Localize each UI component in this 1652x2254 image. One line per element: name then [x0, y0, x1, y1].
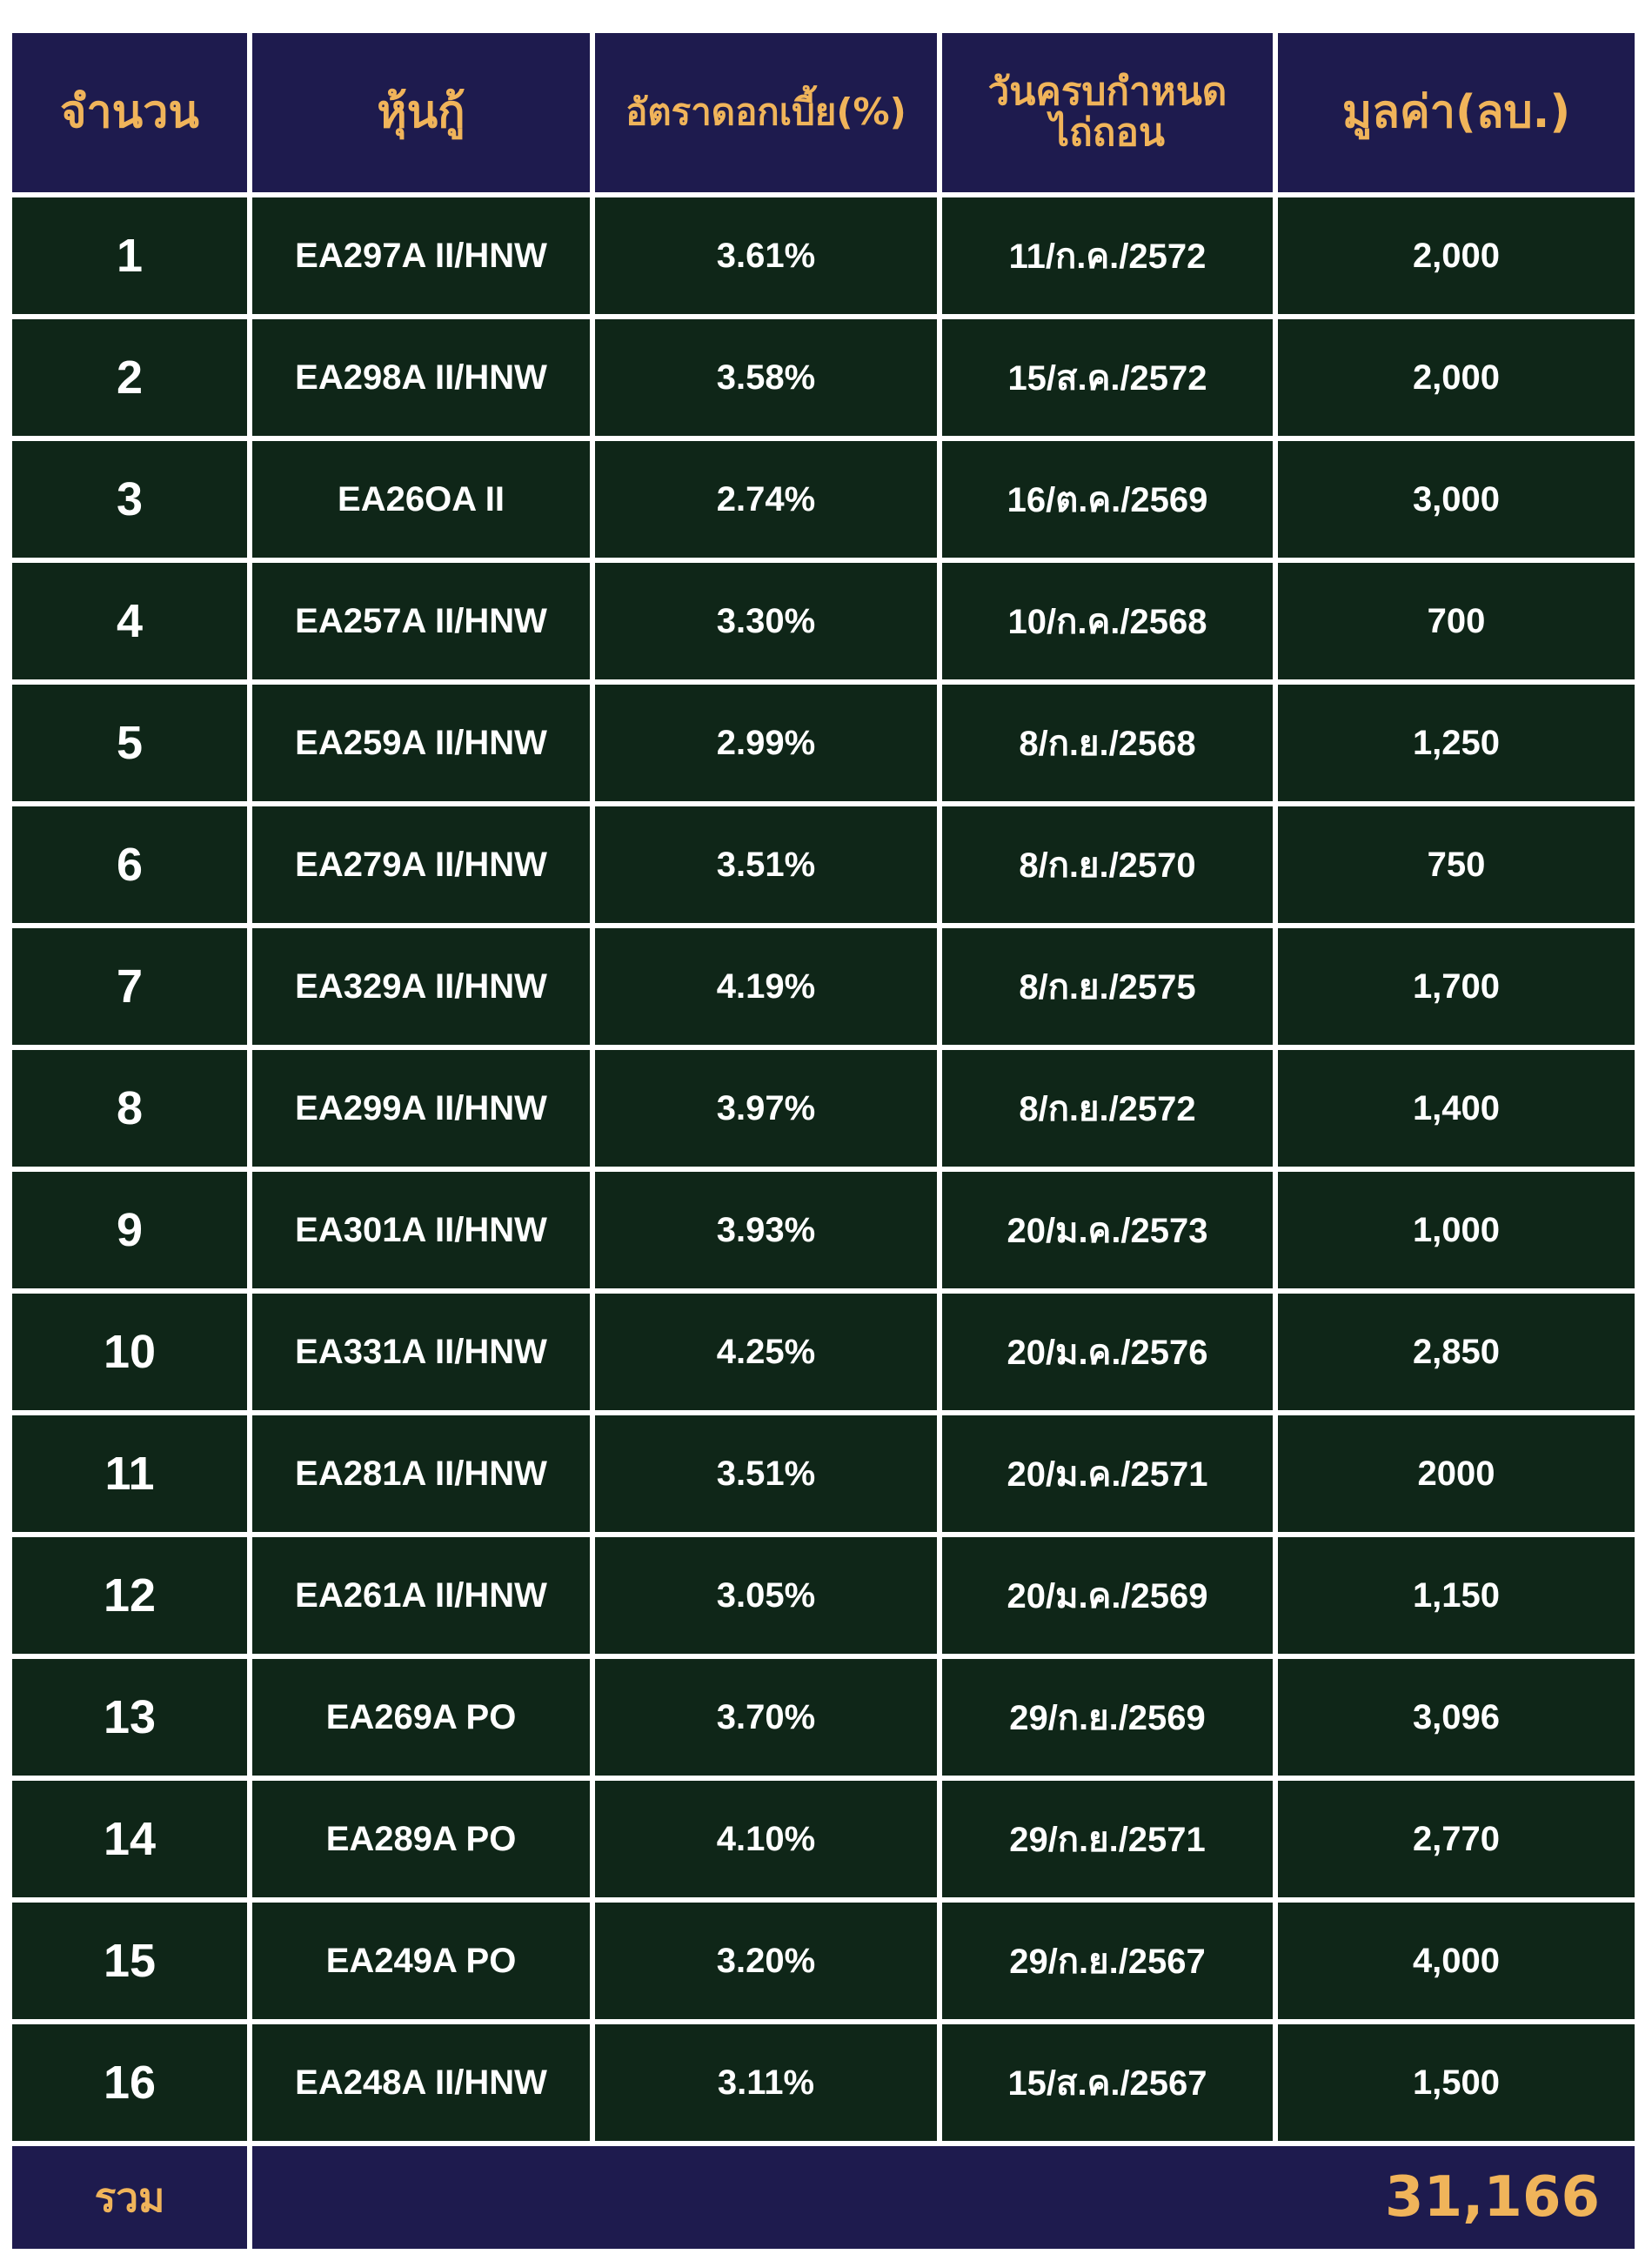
row-number: 7 — [12, 928, 247, 1045]
bond-value: 1,250 — [1278, 685, 1635, 801]
row-number: 15 — [12, 1903, 247, 2019]
total-value: 31,166 — [252, 2146, 1635, 2249]
maturity-date: 8/ก.ย./2572 — [942, 1050, 1273, 1167]
interest-rate: 2.74% — [595, 441, 937, 558]
bond-name: EA261A II/HNW — [252, 1537, 590, 1654]
maturity-date: 8/ก.ย./2575 — [942, 928, 1273, 1045]
header-rate: อัตราดอกเบี้ย(%) — [595, 33, 937, 192]
bond-name: EA257A II/HNW — [252, 563, 590, 679]
bond-name: EA259A II/HNW — [252, 685, 590, 801]
maturity-date: 15/ส.ค./2567 — [942, 2024, 1273, 2141]
maturity-date: 20/ม.ค./2569 — [942, 1537, 1273, 1654]
row-number: 14 — [12, 1781, 247, 1897]
interest-rate: 3.11% — [595, 2024, 937, 2141]
table-footer — [12, 2146, 1635, 2249]
bond-value: 2000 — [1278, 1415, 1635, 1532]
bond-name: EA299A II/HNW — [252, 1050, 590, 1167]
row-number: 4 — [12, 563, 247, 679]
interest-rate: 4.10% — [595, 1781, 937, 1897]
header-value: มูลค่า(ลบ.) — [1278, 33, 1635, 192]
interest-rate: 3.93% — [595, 1172, 937, 1288]
table-row — [12, 1537, 1635, 1654]
bond-name: EA249A PO — [252, 1903, 590, 2019]
row-number: 13 — [12, 1659, 247, 1776]
bond-value: 3,096 — [1278, 1659, 1635, 1776]
bond-name: EA331A II/HNW — [252, 1294, 590, 1410]
bond-name: EA281A II/HNW — [252, 1415, 590, 1532]
table-row — [12, 319, 1635, 436]
bond-name: EA248A II/HNW — [252, 2024, 590, 2141]
bond-name: EA279A II/HNW — [252, 806, 590, 923]
bond-name: EA269A PO — [252, 1659, 590, 1776]
row-number: 12 — [12, 1537, 247, 1654]
maturity-date: 10/ก.ค./2568 — [942, 563, 1273, 679]
bond-table-sheet — [12, 28, 1643, 2254]
bond-value: 1,000 — [1278, 1172, 1635, 1288]
interest-rate: 4.19% — [595, 928, 937, 1045]
maturity-date: 16/ต.ค./2569 — [942, 441, 1273, 558]
bond-value: 1,500 — [1278, 2024, 1635, 2141]
table-row — [12, 1781, 1635, 1897]
bond-value: 1,700 — [1278, 928, 1635, 1045]
bond-value: 2,850 — [1278, 1294, 1635, 1410]
interest-rate: 3.05% — [595, 1537, 937, 1654]
interest-rate: 3.61% — [595, 197, 937, 314]
row-number: 16 — [12, 2024, 247, 2141]
interest-rate: 3.97% — [595, 1050, 937, 1167]
maturity-date: 29/ก.ย./2571 — [942, 1781, 1273, 1897]
bond-name: EA301A II/HNW — [252, 1172, 590, 1288]
maturity-date: 29/ก.ย./2567 — [942, 1903, 1273, 2019]
interest-rate: 2.99% — [595, 685, 937, 801]
table-body — [12, 197, 1635, 2141]
table-row — [12, 2024, 1635, 2141]
row-number: 6 — [12, 806, 247, 923]
interest-rate: 3.51% — [595, 1415, 937, 1532]
bond-name: EA297A II/HNW — [252, 197, 590, 314]
maturity-date: 8/ก.ย./2568 — [942, 685, 1273, 801]
maturity-date: 20/ม.ค./2573 — [942, 1172, 1273, 1288]
bond-value: 1,400 — [1278, 1050, 1635, 1167]
bond-value: 2,000 — [1278, 319, 1635, 436]
header-count: จำนวน — [12, 33, 247, 192]
interest-rate: 3.70% — [595, 1659, 937, 1776]
maturity-date: 11/ก.ค./2572 — [942, 197, 1273, 314]
row-number: 3 — [12, 441, 247, 558]
row-number: 11 — [12, 1415, 247, 1532]
table-header — [12, 33, 1635, 192]
maturity-date: 29/ก.ย./2569 — [942, 1659, 1273, 1776]
table-row — [12, 1659, 1635, 1776]
row-number: 2 — [12, 319, 247, 436]
bond-value: 4,000 — [1278, 1903, 1635, 2019]
maturity-date: 20/ม.ค./2571 — [942, 1415, 1273, 1532]
table-row — [12, 1172, 1635, 1288]
total-row — [12, 2146, 1635, 2249]
table-row — [12, 1903, 1635, 2019]
interest-rate: 4.25% — [595, 1294, 937, 1410]
table-row — [12, 1050, 1635, 1167]
table-row — [12, 1294, 1635, 1410]
table-row — [12, 197, 1635, 314]
table-row — [12, 563, 1635, 679]
bond-value: 2,000 — [1278, 197, 1635, 314]
table-row — [12, 806, 1635, 923]
total-label: รวม — [12, 2146, 247, 2249]
bond-name: EA298A II/HNW — [252, 319, 590, 436]
row-number: 8 — [12, 1050, 247, 1167]
interest-rate: 3.58% — [595, 319, 937, 436]
table-row — [12, 685, 1635, 801]
table-row — [12, 441, 1635, 558]
bond-value: 3,000 — [1278, 441, 1635, 558]
bond-name: EA329A II/HNW — [252, 928, 590, 1045]
bond-value: 750 — [1278, 806, 1635, 923]
maturity-date: 20/ม.ค./2576 — [942, 1294, 1273, 1410]
bond-name: EA26OA II — [252, 441, 590, 558]
header-bond: หุ้นกู้ — [252, 33, 590, 192]
header-maturity: วันครบกำหนดไถ่ถอน — [942, 33, 1273, 192]
interest-rate: 3.20% — [595, 1903, 937, 2019]
header-row — [12, 33, 1635, 192]
maturity-date: 8/ก.ย./2570 — [942, 806, 1273, 923]
row-number: 1 — [12, 197, 247, 314]
bond-value: 2,770 — [1278, 1781, 1635, 1897]
interest-rate: 3.30% — [595, 563, 937, 679]
bond-value: 700 — [1278, 563, 1635, 679]
row-number: 5 — [12, 685, 247, 801]
table-row — [12, 928, 1635, 1045]
bond-value: 1,150 — [1278, 1537, 1635, 1654]
bond-name: EA289A PO — [252, 1781, 590, 1897]
bond-table — [7, 28, 1640, 2254]
interest-rate: 3.51% — [595, 806, 937, 923]
row-number: 9 — [12, 1172, 247, 1288]
row-number: 10 — [12, 1294, 247, 1410]
maturity-date: 15/ส.ค./2572 — [942, 319, 1273, 436]
table-row — [12, 1415, 1635, 1532]
